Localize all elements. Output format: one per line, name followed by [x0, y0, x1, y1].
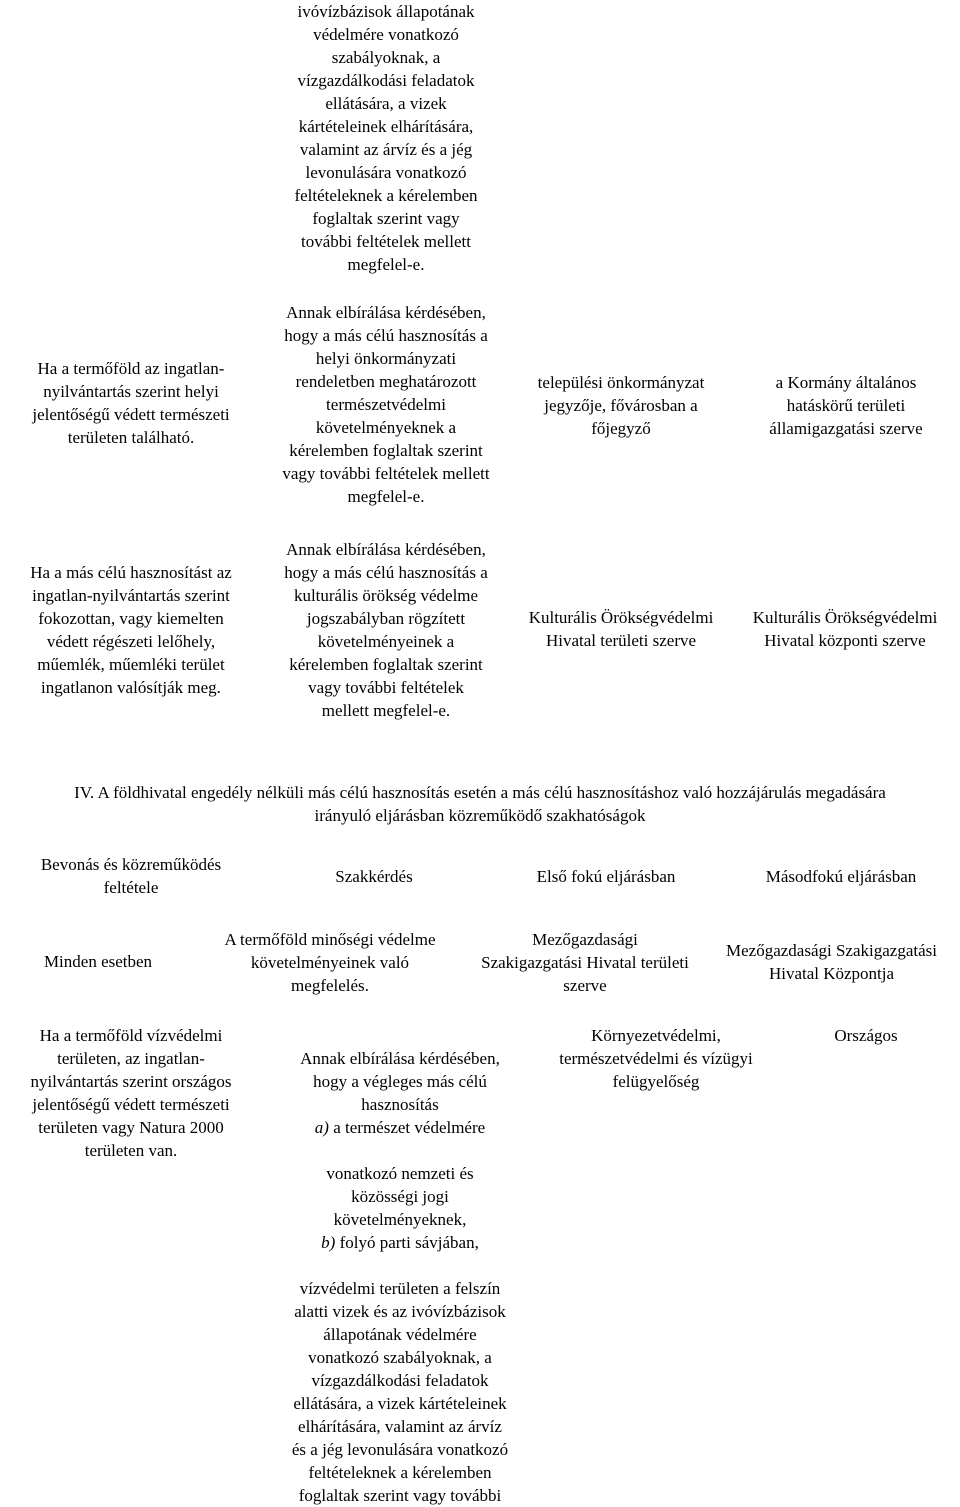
first-instance-agri-office: Mezőgazdasági Szakigazgatási Hivatal területi szerve [481, 930, 689, 995]
first-instance-municipal-notary: települési önkormányzat jegyzője, fővárosban a főjegyző [537, 373, 705, 438]
item-a-marker: a) [314, 1118, 329, 1137]
second-instance-agri-central: Mezőgazdasági Szakigazgatási Hivatal Központja [726, 941, 937, 983]
continuation-question-text: ivóvízbázisok állapotának védelmére vonatkozó szabályoknak, a vízgazdálkodási feladatok ellátására, a vizek kártételeinek elhárítására, valamint az árvíz és a jég levonulására vonatkozó feltételeknek a kérelemben foglaltak szerint vagy további feltételek mellett megfelel-e. [294, 2, 478, 274]
question-soil-quality: A termőföld minőségi védelme követelményeinek való megfelelés. [224, 930, 436, 995]
question-local-nature-protection: Annak elbírálása kérdésében, hogy a más célú hasznosítás a helyi önkormányzati rendeletben meghatározott természetvédelmi követelményeknek a kérelemben foglaltak szerint vagy további feltételek mellett megfelel-e. [282, 303, 490, 506]
item-b-marker: b) [321, 1233, 336, 1252]
second-instance-national: Országos [834, 1026, 898, 1045]
header-condition: Bevonás és közreműködés feltétele [40, 855, 222, 897]
condition-archaeological-site: Ha a más célú hasznosítást az ingatlan-nyilvántartás szerint fokozottan, vagy kiemelten védett régészeti lelőhely, műemlék, műemléki terület ingatlanon valósítják meg. [30, 563, 232, 697]
condition-every-case: Minden esetben [43, 952, 153, 971]
item-a-rest: vonatkozó nemzeti és közösségi jogi követelményeknek, [326, 1164, 474, 1229]
condition-local-protected-area: Ha a termőföld az ingatlan- nyilvántartás szerint helyi jelentőségű védett természeti területen található. [32, 359, 230, 447]
second-instance-heritage-central: Kulturális Örökségvédelmi Hivatal központi szerve [752, 608, 938, 650]
header-first-instance: Első fokú eljárásban [536, 867, 676, 886]
item-b-text: folyó parti sávjában, [335, 1233, 479, 1252]
first-instance-environment-inspectorate: Környezetvédelmi, természetvédelmi és vízügyi felügyelőség [559, 1026, 753, 1091]
question-cultural-heritage: Annak elbírálása kérdésében, hogy a más célú hasznosítás a kulturális örökség védelme jogszabályban rögzített követelményeinek a kérelemben foglaltak szerint vagy további feltételek mellett megfelel-e. [284, 540, 488, 720]
second-instance-government-office: a Kormány általános hatáskörű területi államigazgatási szerve [769, 373, 923, 438]
item-a-line [258, 1116, 542, 1139]
item-b-rest: vízvédelmi területen a felszín alatti vizek és az ivóvízbázisok állapotának védelmére vonatkozó szabályoknak, a vízgazdálkodási feladatok ellátására, a vizek kártételeinek elhárítására, valamint az árvíz és a jég levonulására vonatkozó feltételeknek a kérelemben foglaltak szerint vagy további [291, 1279, 509, 1505]
item-a-text: a természet védelmére [328, 1118, 486, 1137]
question-environmental-water [258, 1024, 542, 1507]
condition-water-protection-area: Ha a termőföld vízvédelmi területen, az ingatlan- nyilvántartás szerint országos jelentőségű védett természeti területen vagy Natura 2000 területen van. [30, 1026, 232, 1160]
item-b-line [258, 1231, 542, 1254]
question-intro: Annak elbírálása kérdésében, hogy a végleges más célú hasznosítás [300, 1049, 500, 1114]
header-second-instance: Másodfokú eljárásban [765, 867, 917, 886]
section-iv-heading: IV. A földhivatal engedély nélküli más célú hasznosítás esetén a más célú hasznosításhoz való hozzájárulás megadására irányuló eljárásban közreműködő szakhatóságok [74, 783, 886, 825]
first-instance-heritage-regional: Kulturális Örökségvédelmi Hivatal területi szerve [528, 608, 714, 650]
header-question: Szakkérdés [335, 867, 413, 886]
